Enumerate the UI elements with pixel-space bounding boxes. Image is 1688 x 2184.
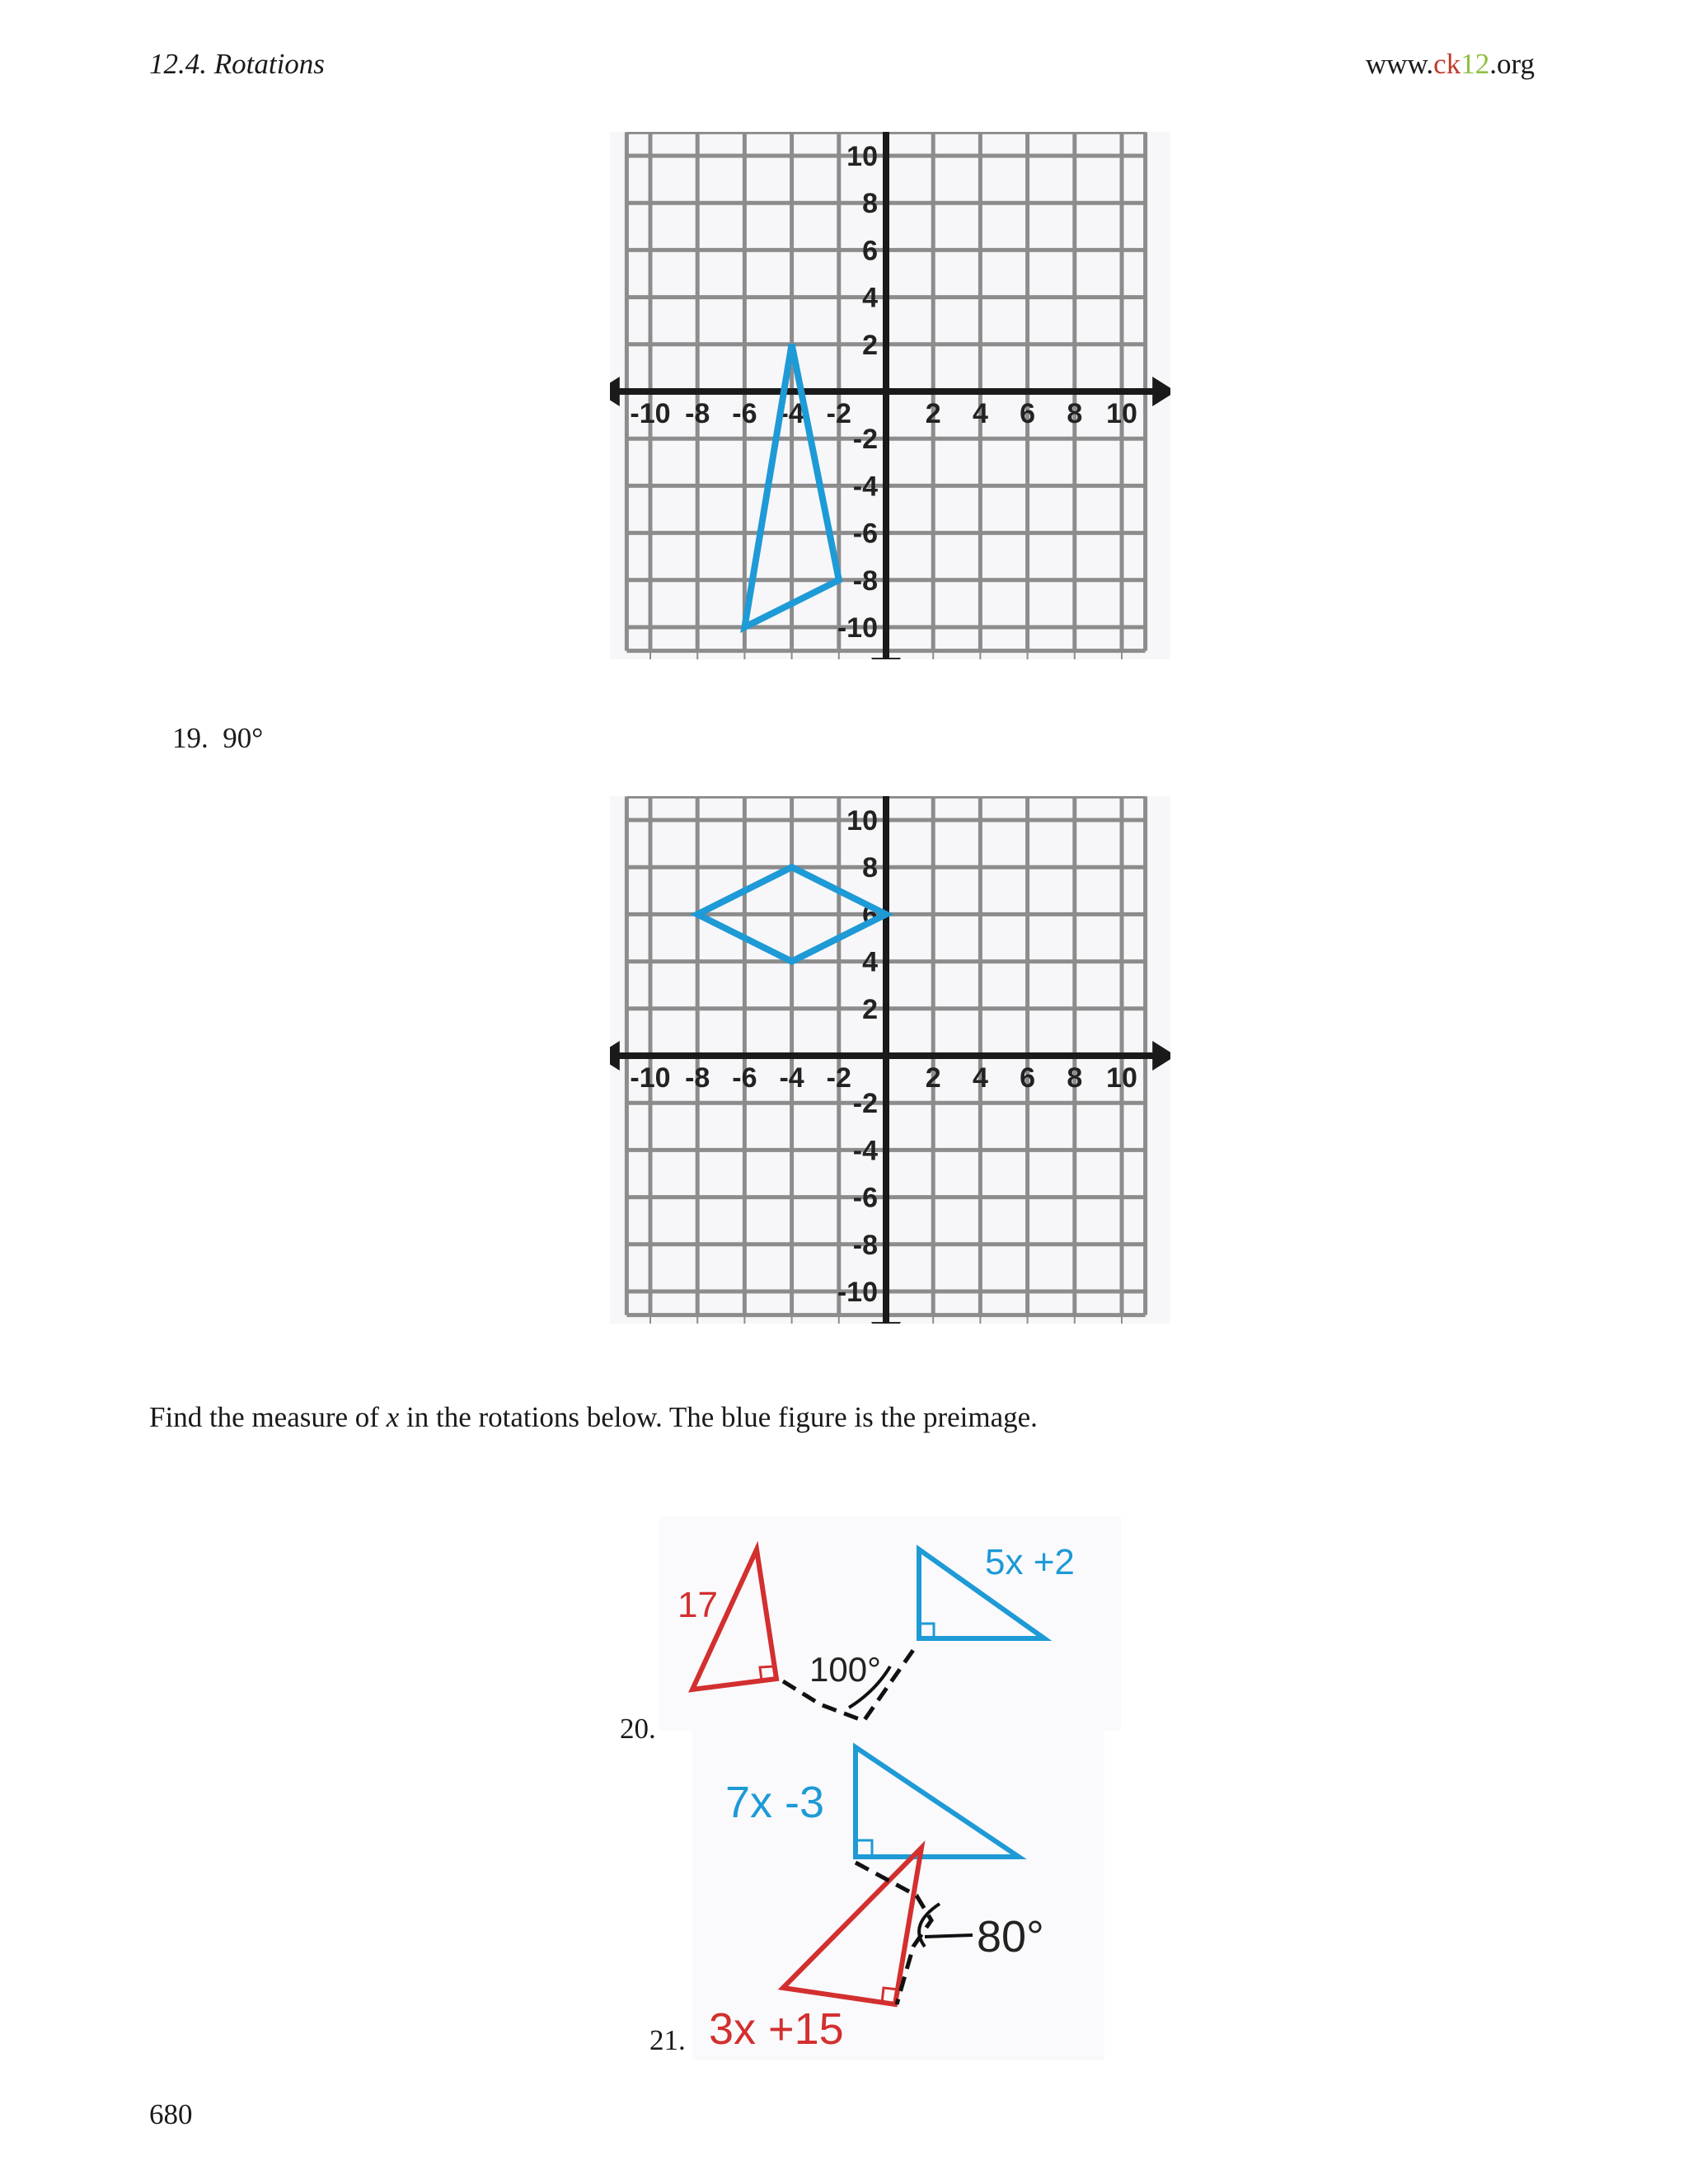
y-tick-label: 4: [862, 282, 878, 314]
y-tick-label: -6: [852, 518, 878, 550]
x-tick-label: -8: [685, 1062, 710, 1094]
item-20-number: 20.: [620, 1713, 656, 1745]
x-tick-label: 8: [1067, 1062, 1083, 1094]
x-tick-label: 10: [1106, 398, 1137, 429]
x-tick-label: 6: [1020, 398, 1036, 429]
blue-triangle-preimage: [856, 1747, 1019, 1857]
y-tick-label: 2: [862, 329, 878, 361]
coordinate-graph-2: [610, 796, 1170, 1324]
section-title: 12.4. Rotations: [149, 48, 325, 80]
y-tick-label: -4: [852, 1135, 878, 1167]
figure-21-svg: [692, 1731, 1104, 2060]
y-tick-label: 10: [846, 141, 878, 172]
blue-side-label: 7x -3: [725, 1778, 825, 1827]
x-tick-label: 4: [972, 398, 988, 429]
y-tick-label: -8: [852, 565, 878, 597]
x-tick-label: 4: [972, 1062, 988, 1094]
x-tick-label: -8: [685, 398, 710, 429]
instruction-variable: x: [386, 1401, 400, 1433]
y-tick-label: -10: [837, 612, 878, 644]
y-tick-label: 10: [846, 805, 878, 837]
item-19-angle: 90°: [223, 722, 264, 754]
graph-2-svg: [610, 796, 1170, 1324]
axis-arrowhead: [610, 377, 620, 406]
x-tick-label: -6: [732, 398, 757, 429]
item-19-number: 19.: [172, 722, 209, 754]
site-url[interactable]: [1366, 48, 1535, 81]
axis-arrowhead: [1152, 377, 1170, 406]
x-tick-label: -4: [779, 398, 804, 429]
x-tick-label: -6: [732, 1062, 757, 1094]
y-tick-label: -2: [852, 424, 878, 456]
y-tick-label: 2: [862, 993, 878, 1025]
instruction-text: [149, 1401, 1038, 1434]
angle-label-80: 80°: [977, 1912, 1044, 1961]
angle-pointer: [925, 1935, 973, 1937]
x-tick-label: 2: [925, 1062, 941, 1094]
x-tick-label: -2: [826, 398, 851, 429]
coordinate-graph-1: [610, 132, 1170, 659]
figure-21: [692, 1731, 1104, 2060]
figure-20-svg: [659, 1516, 1121, 1731]
angle-label-100: 100°: [809, 1650, 881, 1689]
y-tick-label: -8: [852, 1229, 878, 1261]
x-tick-label: -2: [826, 1062, 851, 1094]
y-tick-label: 4: [862, 946, 878, 978]
red-triangle-image: [783, 1848, 921, 2004]
url-suffix: .org: [1489, 48, 1535, 80]
item-19: [172, 722, 263, 755]
axis-arrowhead: [610, 1041, 620, 1071]
red-side-label: 17: [678, 1585, 718, 1625]
instruction-after: in the rotations below. The blue figure is the preimage.: [399, 1401, 1038, 1433]
item-21-number: 21.: [649, 2024, 686, 2056]
url-prefix: www.: [1365, 48, 1434, 80]
y-tick-label: 8: [862, 188, 878, 220]
x-tick-label: -4: [779, 1062, 804, 1094]
x-tick-label: 8: [1067, 398, 1083, 429]
y-tick-label: -2: [852, 1088, 878, 1120]
x-tick-label: 10: [1106, 1062, 1137, 1094]
graph-1-svg: [610, 132, 1170, 659]
axis-arrowhead: [871, 1322, 901, 1324]
y-tick-label: -6: [852, 1182, 878, 1214]
y-tick-label: 8: [862, 852, 878, 884]
figure-20: [659, 1516, 1121, 1731]
blue-side-label: 5x +2: [985, 1542, 1075, 1582]
y-tick-label: 6: [862, 899, 878, 931]
x-tick-label: -10: [630, 1062, 671, 1094]
red-side-label: 3x +15: [709, 2004, 844, 2054]
y-tick-label: -4: [852, 471, 878, 503]
instruction-before: Find the measure of: [149, 1401, 387, 1433]
page-number: 680: [149, 2098, 193, 2130]
x-tick-label: -10: [630, 398, 671, 429]
url-ck: ck: [1433, 48, 1461, 80]
x-tick-label: 2: [925, 398, 941, 429]
axis-arrowhead: [1152, 1041, 1170, 1071]
axis-arrowhead: [871, 658, 901, 659]
url-12: 12: [1461, 48, 1490, 80]
x-tick-label: 6: [1020, 1062, 1036, 1094]
y-tick-label: 6: [862, 235, 878, 267]
y-tick-label: -10: [837, 1277, 878, 1308]
